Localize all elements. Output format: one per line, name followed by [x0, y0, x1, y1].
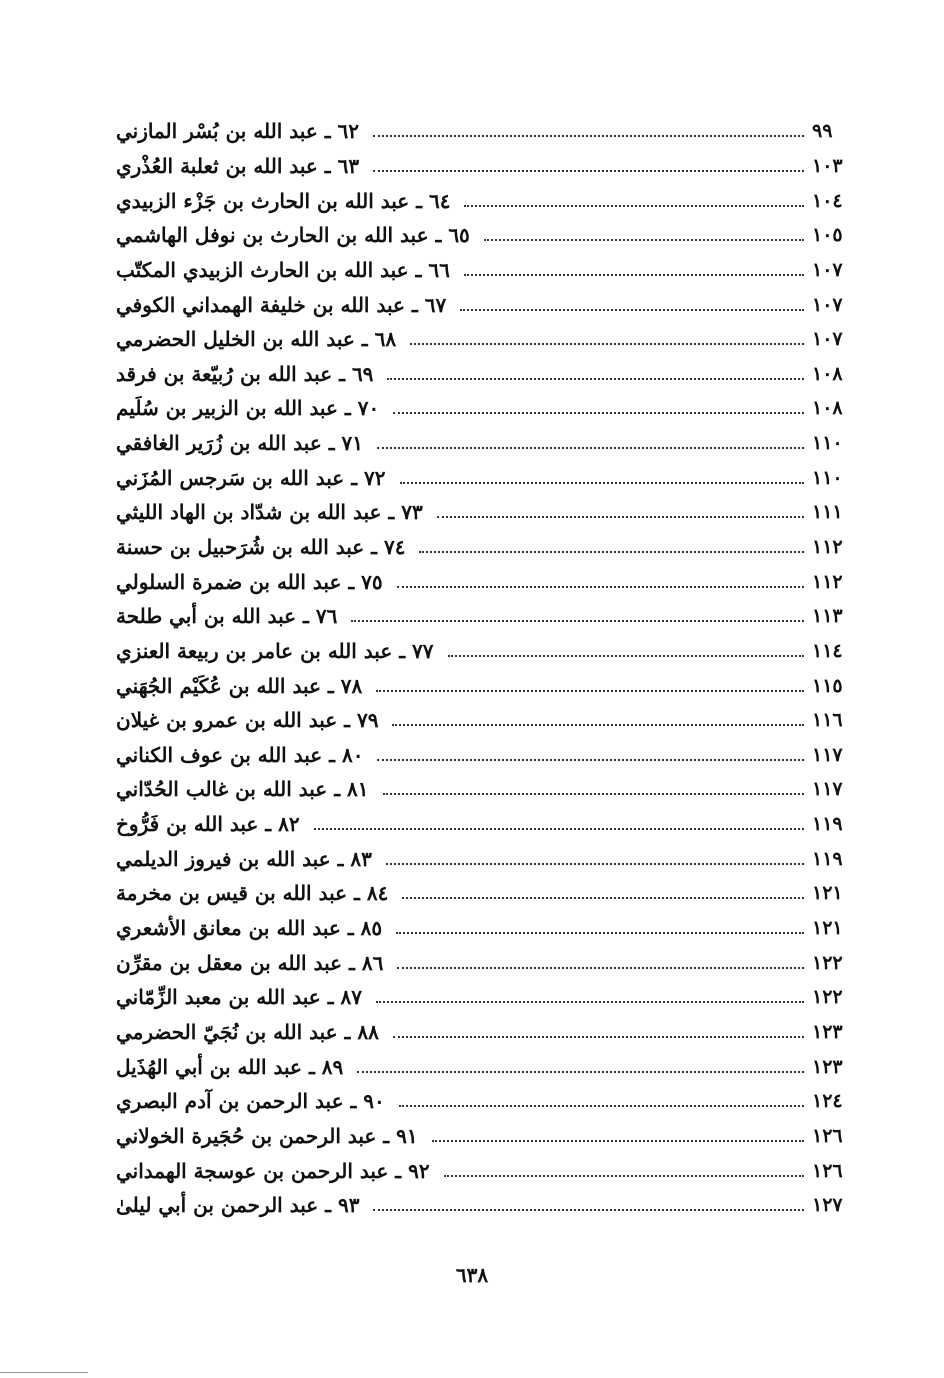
dot-leader	[393, 1036, 804, 1038]
entry-page-number: ١٢٤	[812, 1090, 843, 1113]
entry-page-number: ١٢٣	[812, 1055, 843, 1078]
entry-title: ٨٢ ـ عبد الله بن فَرُّوخ	[116, 812, 300, 837]
dot-leader	[383, 793, 804, 795]
entry-page-number: ١٠٧	[812, 258, 843, 281]
entry-page-number: ١١١	[812, 501, 843, 524]
toc-entry	[108, 876, 868, 911]
dot-leader	[373, 170, 804, 172]
dot-leader	[357, 1071, 804, 1073]
dot-leader	[444, 1175, 804, 1177]
entry-page-number: ١٠٣	[812, 154, 843, 177]
toc-entry	[108, 460, 868, 495]
entry-page-number: ١٠٤	[812, 189, 843, 212]
dot-leader	[377, 447, 804, 449]
toc-entry	[108, 1015, 868, 1050]
toc-entry	[108, 772, 868, 807]
dot-leader	[392, 724, 804, 726]
dot-leader	[396, 932, 804, 934]
entry-title: ٧٩ ـ عبد الله بن عمرو بن غيلان	[116, 708, 379, 733]
toc-entry	[108, 426, 868, 461]
table-of-contents	[108, 114, 868, 1223]
entry-title: ٨٠ ـ عبد الله بن عوف الكناني	[116, 742, 364, 767]
entry-title: ٦٤ ـ عبد الله بن الحارث بن جَزْء الزبيدي	[116, 188, 451, 213]
dot-leader	[314, 828, 804, 830]
dot-leader	[410, 343, 804, 345]
entry-page-number: ١٢١	[812, 917, 843, 940]
toc-entry	[108, 1049, 868, 1084]
dot-leader	[397, 967, 804, 969]
entry-page-number: ١١٩	[812, 813, 843, 836]
entry-page-number: ١٠٨	[812, 397, 843, 420]
dot-leader	[399, 1105, 804, 1107]
dot-leader	[376, 690, 804, 692]
entry-title: ٦٥ ـ عبد الله بن الحارث بن نوفل الهاشمي	[116, 223, 470, 248]
dot-leader	[419, 551, 804, 553]
toc-entry	[108, 841, 868, 876]
toc-entry	[108, 218, 868, 253]
entry-title: ٨٤ ـ عبد الله بن قيس بن مخرمة	[116, 881, 389, 906]
entry-page-number: ١١٠	[812, 466, 843, 489]
dot-leader	[400, 482, 804, 484]
dot-leader	[376, 1001, 804, 1003]
entry-title: ٧٥ ـ عبد الله بن ضمرة السلولي	[116, 569, 383, 594]
entry-title: ٨٣ ـ عبد الله بن فيروز الديلمي	[116, 846, 372, 871]
entry-title: ٧٣ ـ عبد الله بن شدّاد بن الهاد الليثي	[116, 500, 423, 525]
dot-leader	[351, 620, 804, 622]
entry-title: ٧٨ ـ عبد الله بن عُكَيْم الجُهَني	[116, 673, 363, 698]
dot-leader	[373, 1209, 804, 1211]
entry-title: ٨٩ ـ عبد الله بن أبي الهُذَيل	[116, 1054, 344, 1079]
dot-leader	[437, 516, 804, 518]
dot-leader	[460, 309, 804, 311]
entry-page-number: ١٠٥	[812, 224, 843, 247]
dot-leader	[397, 586, 804, 588]
toc-entry	[108, 183, 868, 218]
dot-leader	[432, 1140, 804, 1142]
dot-leader	[387, 378, 804, 380]
page-number: ٦٣٨	[455, 1263, 489, 1287]
entry-title: ٧٠ ـ عبد الله بن الزبير بن سُلَيم	[116, 396, 380, 421]
toc-entry	[108, 287, 868, 322]
dot-leader	[402, 897, 804, 899]
toc-entry	[108, 564, 868, 599]
entry-page-number: ١١٢	[812, 536, 843, 558]
dot-leader	[464, 205, 804, 207]
entry-title: ٦٢ ـ عبد الله بن بُسْر المازني	[116, 119, 360, 144]
entry-title: ٧٤ ـ عبد الله بن شُرَحبيل بن حسنة	[116, 535, 406, 559]
toc-entry	[108, 356, 868, 391]
entry-title: ٨٦ ـ عبد الله بن معقل بن مقرِّن	[116, 950, 384, 975]
entry-title: ٧٢ ـ عبد الله بن سَرجس المُزَني	[116, 465, 386, 490]
entry-page-number: ١٢٦	[812, 1159, 843, 1182]
toc-entry	[108, 980, 868, 1015]
entry-page-number: ١١٦	[812, 709, 843, 732]
toc-entry	[108, 1119, 868, 1154]
entry-page-number: ١٢٢	[812, 951, 843, 974]
entry-title: ٧١ ـ عبد الله بن زُرَير الغافقي	[116, 431, 364, 456]
entry-title: ٩٢ ـ عبد الرحمن بن عوسجة الهمداني	[116, 1158, 430, 1183]
entry-title: ٨٧ ـ عبد الله بن معبد الزِّمّاني	[116, 985, 362, 1010]
entry-page-number: ١١٩	[812, 847, 843, 870]
toc-entry	[108, 634, 868, 669]
entry-page-number: ٩٩	[812, 120, 833, 143]
dot-leader	[373, 135, 804, 137]
dot-leader	[448, 655, 804, 657]
toc-entry	[108, 599, 868, 634]
toc-entry	[108, 1188, 868, 1223]
entry-title: ٧٦ ـ عبد الله بن أبي طلحة	[116, 604, 338, 629]
entry-title: ٦٧ ـ عبد الله بن خليفة الهمداني الكوفي	[116, 292, 447, 317]
entry-page-number: ١٢٣	[812, 1020, 843, 1043]
entry-page-number: ١٢٦	[812, 1124, 843, 1147]
dot-leader	[464, 274, 804, 276]
dot-leader	[484, 239, 804, 241]
toc-entry	[108, 668, 868, 703]
entry-title: ٦٦ ـ عبد الله بن الحارث الزبيدي المكتّب	[116, 257, 450, 282]
toc-entry	[108, 149, 868, 184]
entry-title: ٩١ ـ عبد الرحمن بن حُجَيرة الخولاني	[116, 1123, 418, 1148]
scan-edge-line	[0, 1372, 88, 1373]
entry-page-number: ١١٢	[812, 570, 843, 593]
entry-page-number: ١١٧	[812, 778, 843, 801]
toc-entry	[108, 495, 868, 530]
entry-page-number: ١١٣	[812, 605, 843, 628]
entry-page-number: ١١٠	[812, 432, 843, 455]
entry-page-number: ١٠٧	[812, 293, 843, 316]
toc-entry	[108, 253, 868, 288]
entry-title: ٧٧ ـ عبد الله بن عامر بن ربيعة العنزي	[116, 638, 434, 663]
entry-page-number: ١١٥	[812, 674, 843, 697]
toc-entry	[108, 1084, 868, 1119]
toc-entry	[108, 807, 868, 842]
entry-page-number: ١١٤	[812, 639, 843, 662]
entry-page-number: ١٢٧	[812, 1194, 843, 1217]
toc-entry	[108, 945, 868, 980]
toc-entry	[108, 738, 868, 773]
entry-title: ٦٣ ـ عبد الله بن ثعلبة العُذْري	[116, 153, 360, 178]
toc-entry	[108, 322, 868, 357]
dot-leader	[386, 863, 804, 865]
entry-title: ٦٨ ـ عبد الله بن الخليل الحضرمي	[116, 327, 397, 352]
toc-entry	[108, 911, 868, 946]
entry-page-number: ١٢٢	[812, 986, 843, 1009]
entry-title: ٦٩ ـ عبد الله بن رُبيّعة بن فرقد	[116, 361, 374, 386]
entry-title: ٩٠ ـ عبد الرحمن بن آدم البصري	[116, 1089, 385, 1114]
dot-leader	[393, 412, 804, 414]
toc-entry	[108, 114, 868, 149]
entry-page-number: ١١٧	[812, 743, 843, 766]
entry-title: ٩٣ ـ عبد الرحمن بن أبي ليلىٰ	[116, 1193, 360, 1218]
toc-entry	[108, 530, 868, 565]
toc-entry	[108, 391, 868, 426]
entry-page-number: ١٠٨	[812, 362, 843, 385]
entry-title: ٨٥ ـ عبد الله بن معانق الأشعري	[116, 916, 383, 941]
toc-entry	[108, 703, 868, 738]
entry-title: ٨١ ـ عبد الله بن غالب الحُدّاني	[116, 777, 369, 802]
entry-page-number: ١٢١	[812, 882, 843, 905]
entry-title: ٨٨ ـ عبد الله بن نُجَيّ الحضرمي	[116, 1019, 379, 1044]
dot-leader	[377, 759, 804, 761]
toc-entry	[108, 1153, 868, 1188]
entry-page-number: ١٠٧	[812, 328, 843, 351]
